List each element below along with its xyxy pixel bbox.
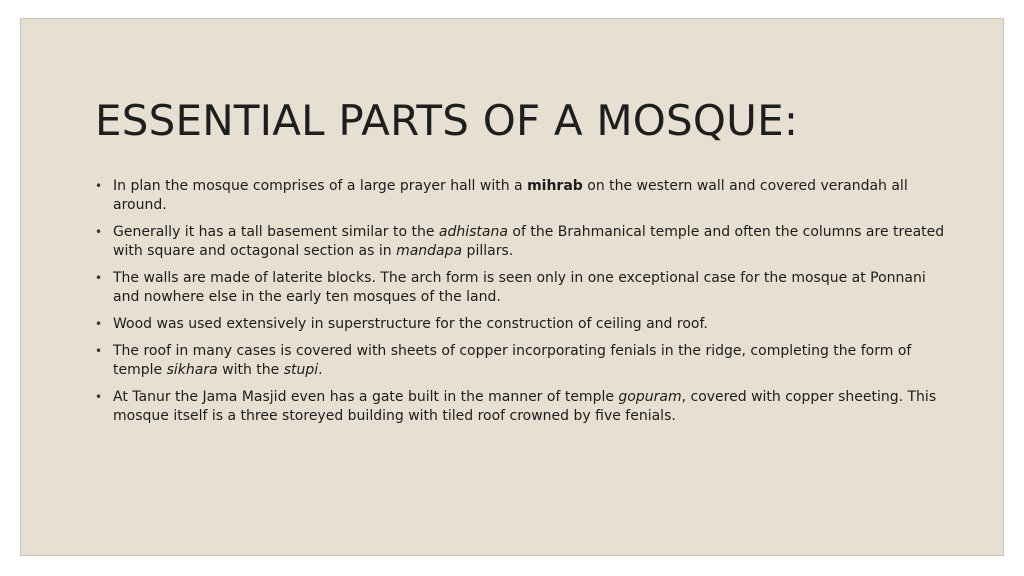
text-run-italic: stupi bbox=[283, 362, 319, 378]
bullet-marker: • bbox=[95, 317, 103, 331]
slide bbox=[20, 18, 1004, 556]
bullet-marker: • bbox=[95, 225, 103, 239]
bullet-list bbox=[95, 177, 955, 434]
text-run: with the bbox=[217, 362, 284, 378]
text-run: Generally it has a tall basement similar to the bbox=[113, 224, 439, 240]
text-run: of the Brahmanical temple and often the columns are treated with square and octagonal section as in bbox=[113, 224, 945, 259]
bullet-marker: • bbox=[95, 344, 103, 358]
text-run-italic: gopuram bbox=[618, 389, 682, 405]
text-run-italic: sikhara bbox=[166, 362, 218, 378]
bullet-item bbox=[95, 388, 955, 426]
bullet-item bbox=[95, 315, 955, 334]
text-run: At Tanur the Jama Masjid even has a gate built in the manner of temple bbox=[113, 389, 619, 405]
text-run: , covered with copper sheeting. This mosque itself is a three storeyed building with tiled roof crowned by five fenials. bbox=[113, 389, 937, 424]
bullet-marker: • bbox=[95, 271, 103, 285]
text-run: The walls are made of laterite blocks. The arch form is seen only in one exceptional case for the mosque at Ponnani and nowhere else in the early ten mosques of the land. bbox=[113, 270, 926, 305]
text-run-italic: adhistana bbox=[438, 224, 508, 240]
bullet-marker: • bbox=[95, 179, 103, 193]
slide-title: ESSENTIAL PARTS OF A MOSQUE: bbox=[95, 96, 799, 145]
text-run: . bbox=[318, 362, 323, 378]
bullet-item bbox=[95, 223, 955, 261]
bullet-marker: • bbox=[95, 390, 103, 404]
bullet-text bbox=[113, 343, 911, 378]
text-run-bold: mihrab bbox=[527, 178, 583, 194]
text-run: The roof in many cases is covered with sheets of copper incorporating fenials in the ridge, completing the form of temple bbox=[113, 343, 912, 378]
bullet-text bbox=[113, 178, 908, 213]
bullet-text bbox=[113, 224, 944, 259]
bullet-text bbox=[113, 389, 936, 424]
text-run: Wood was used extensively in superstructure for the construction of ceiling and roof. bbox=[113, 316, 708, 332]
bullet-item bbox=[95, 269, 955, 307]
text-run: In plan the mosque comprises of a large prayer hall with a bbox=[113, 178, 528, 194]
bullet-text bbox=[113, 316, 708, 332]
bullet-text bbox=[113, 270, 926, 305]
text-run: on the western wall and covered verandah all around. bbox=[113, 178, 908, 213]
text-run-italic: mandapa bbox=[396, 243, 463, 259]
text-run: pillars. bbox=[462, 243, 514, 259]
bullet-item bbox=[95, 342, 955, 380]
bullet-item bbox=[95, 177, 955, 215]
